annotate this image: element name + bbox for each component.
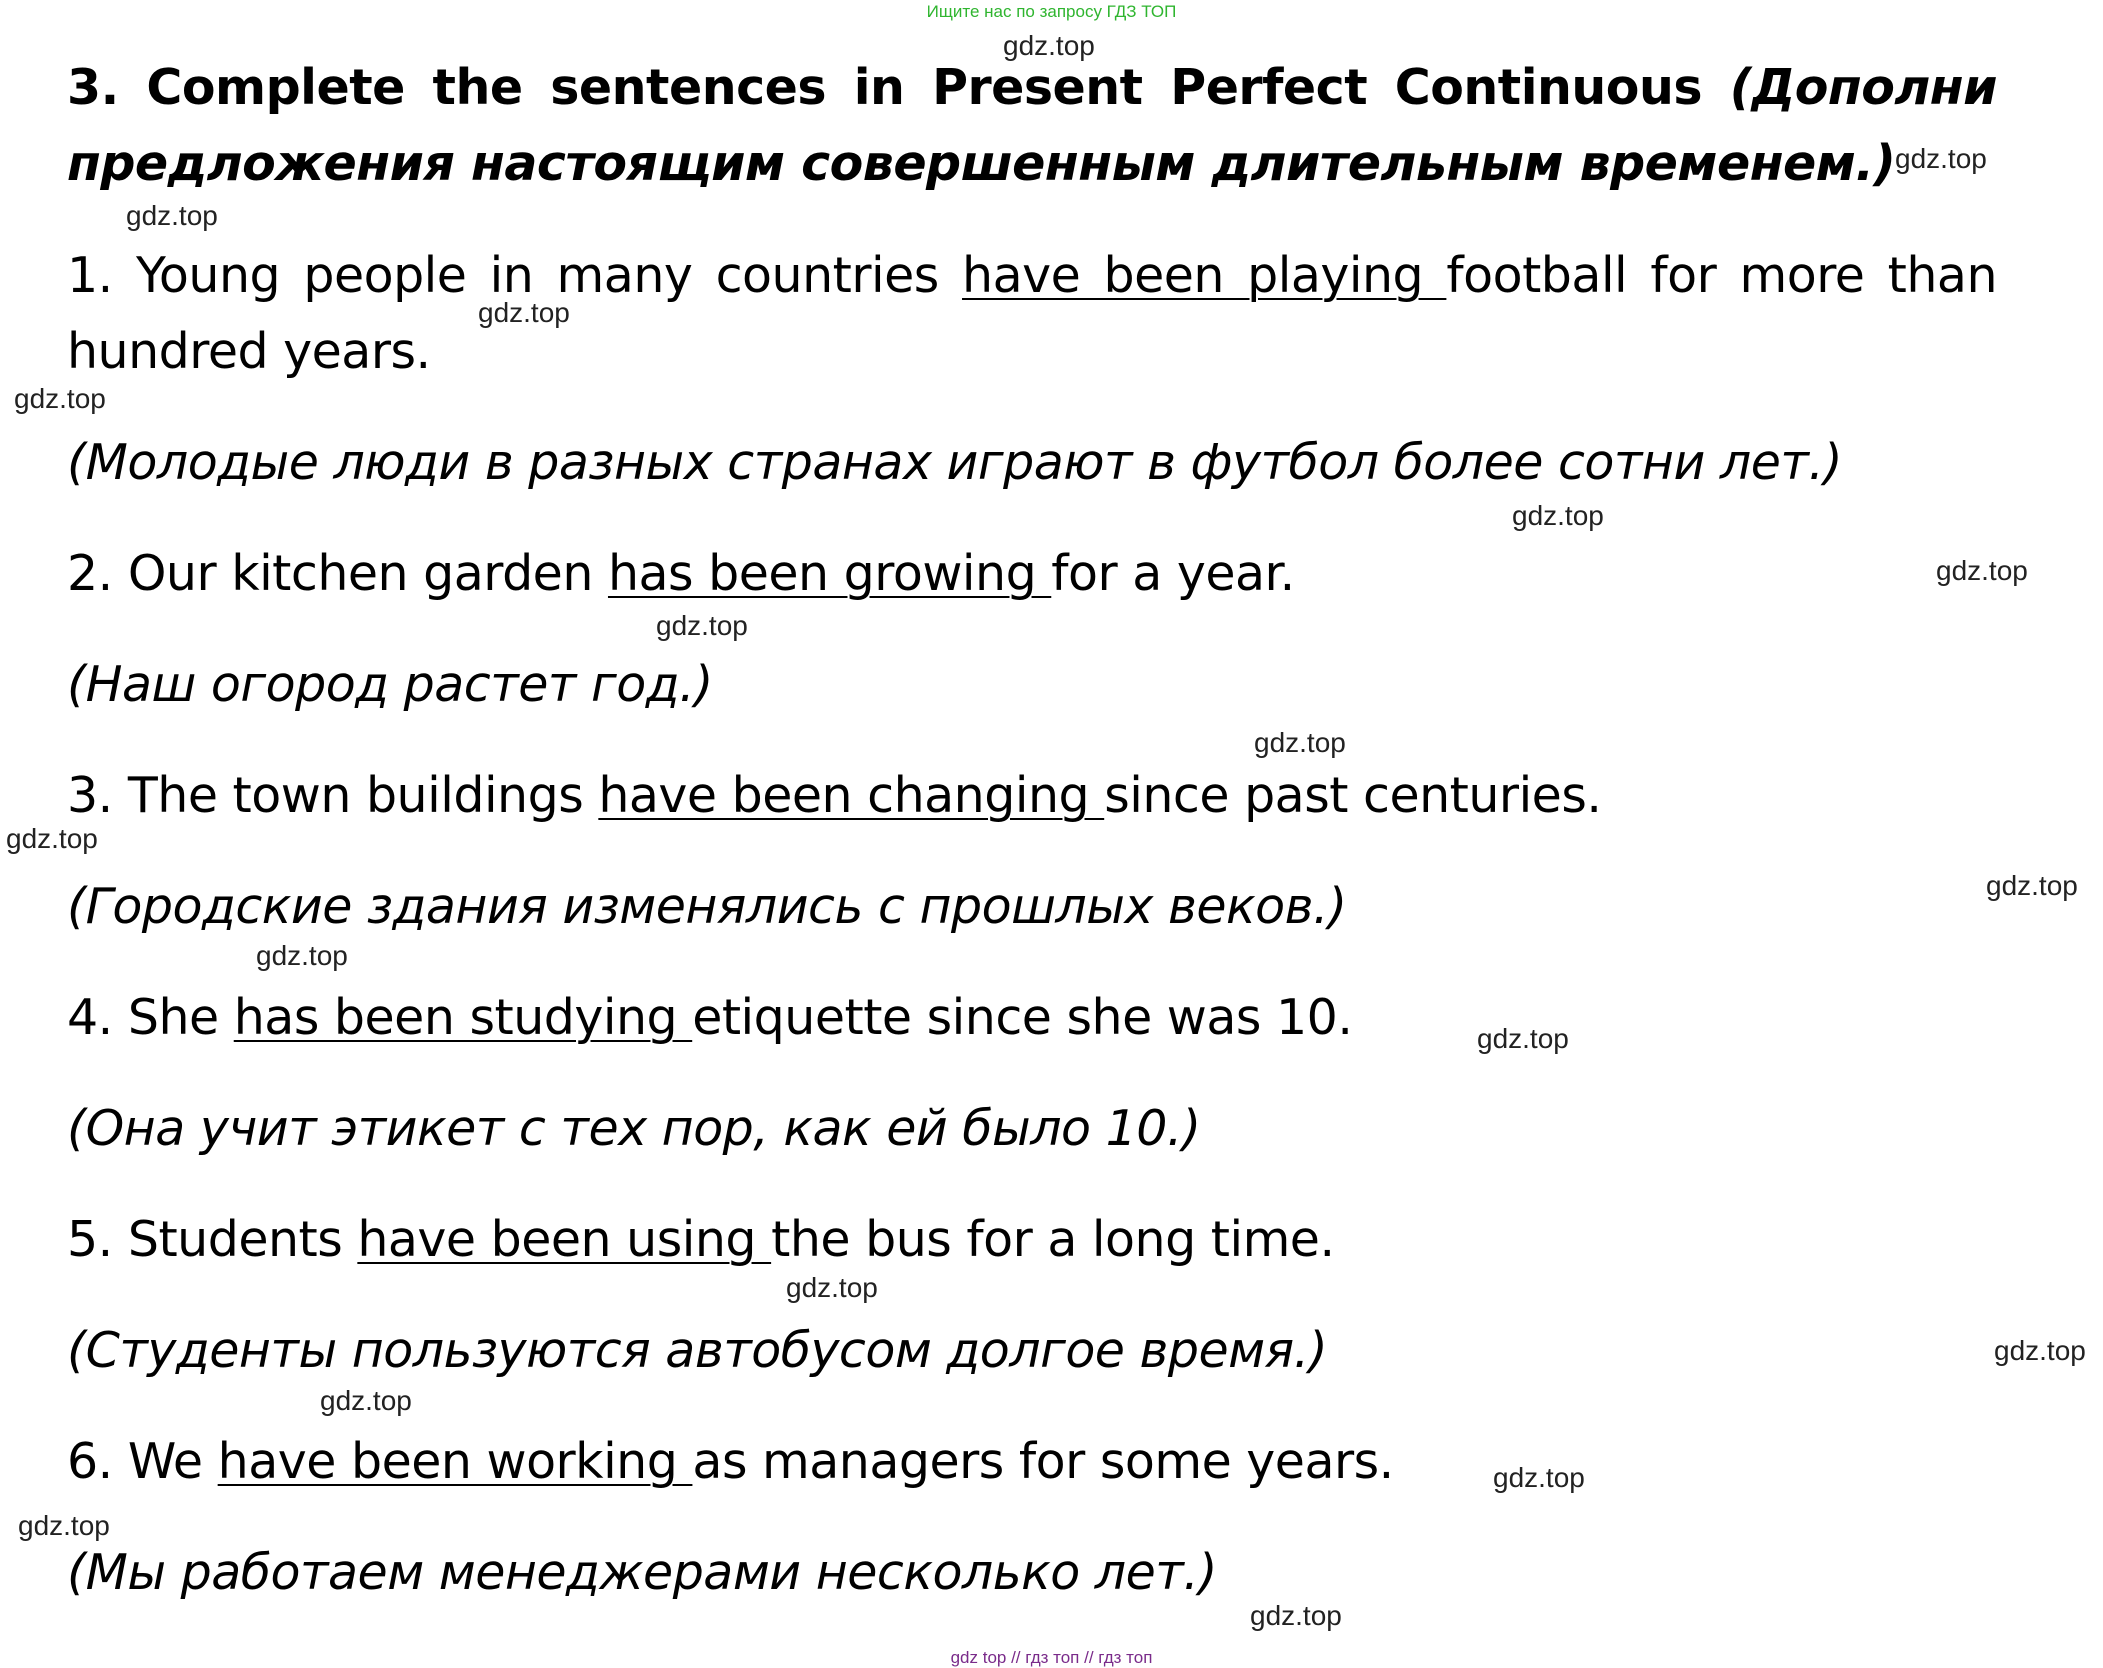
sentence-6	[67, 1424, 1394, 1500]
sentence-text: Young people in many countries	[136, 247, 939, 304]
watermark: gdz.top	[1895, 143, 1987, 174]
sentence-5	[67, 1202, 1335, 1278]
watermark: gdz.top	[478, 297, 570, 328]
exercise-heading	[67, 50, 1997, 202]
sentence-text: etiquette since she was 10.	[692, 989, 1353, 1046]
answer-verb: have been playing	[962, 247, 1447, 304]
watermark: gdz.top	[1936, 555, 2028, 586]
translation-4: (Она учит этикет с тех пор, как ей было 10.)	[67, 1100, 1201, 1157]
answer-verb: has been growing	[607, 545, 1052, 602]
sentence-number: 3.	[67, 767, 113, 824]
sentence-number: 6.	[67, 1433, 113, 1490]
watermark: gdz.top	[1254, 727, 1346, 758]
watermark: gdz.top	[18, 1510, 110, 1541]
answer-verb: have been working	[217, 1433, 693, 1490]
watermark: gdz.top	[14, 383, 106, 414]
sentence-text: Students	[127, 1211, 343, 1268]
sentence-text: the bus for a long time.	[771, 1211, 1335, 1268]
watermark: gdz.top	[126, 200, 218, 231]
exercise-title-english: Complete the sentences in Present Perfect Continuous	[146, 59, 1703, 116]
watermark: gdz.top	[656, 610, 748, 641]
sentence-text: We	[127, 1433, 203, 1490]
answer-verb: have been using	[357, 1211, 772, 1268]
watermark: gdz.top	[6, 823, 98, 854]
sentence-number: 1.	[67, 247, 113, 304]
exercise-title-russian: (Дополни предложения настоящим совершенным длительным временем.)	[67, 59, 1997, 192]
watermark: gdz.top	[1250, 1600, 1342, 1631]
sentence-4	[67, 980, 1352, 1056]
sentence-text: Our kitchen garden	[127, 545, 593, 602]
sentence-text: since past centuries.	[1104, 767, 1602, 824]
watermark: gdz.top	[1994, 1335, 2086, 1366]
sentence-number: 2.	[67, 545, 113, 602]
translation-5: (Студенты пользуются автобусом долгое время.)	[67, 1322, 1328, 1379]
exercise-number: 3.	[67, 59, 119, 116]
watermark: gdz.top	[320, 1385, 412, 1416]
answer-verb: has been studying	[233, 989, 693, 1046]
sentence-1	[67, 238, 1997, 390]
watermark: gdz.top	[256, 940, 348, 971]
watermark: gdz.top	[1493, 1462, 1585, 1493]
answer-verb: have been changing	[598, 767, 1105, 824]
translation-6: (Мы работаем менеджерами несколько лет.)	[67, 1544, 1217, 1601]
sentence-2	[67, 536, 1295, 612]
sentence-text: The town buildings	[127, 767, 584, 824]
sentence-3	[67, 758, 1601, 834]
watermark: gdz.top	[1512, 500, 1604, 531]
sentence-number: 4.	[67, 989, 113, 1046]
translation-3: (Городские здания изменялись с прошлых веков.)	[67, 878, 1347, 935]
sentence-text: She	[127, 989, 219, 1046]
sentence-number: 5.	[67, 1211, 113, 1268]
translation-2: (Наш огород растет год.)	[67, 656, 713, 713]
top-search-banner: Ищите нас по запросу ГДЗ ТОП	[926, 2, 1177, 21]
sentence-text: for a year.	[1051, 545, 1295, 602]
bottom-site-banner: gdz top // гдз топ // гдз топ	[950, 1648, 1153, 1667]
watermark: gdz.top	[786, 1272, 878, 1303]
sentence-text: football for more than hundred years.	[67, 247, 1997, 380]
watermark: gdz.top	[1477, 1023, 1569, 1054]
translation-1: (Молодые люди в разных странах играют в футбол более сотни лет.)	[67, 434, 1843, 491]
sentence-text: as managers for some years.	[692, 1433, 1394, 1490]
watermark: gdz.top	[1003, 30, 1095, 61]
watermark: gdz.top	[1986, 870, 2078, 901]
